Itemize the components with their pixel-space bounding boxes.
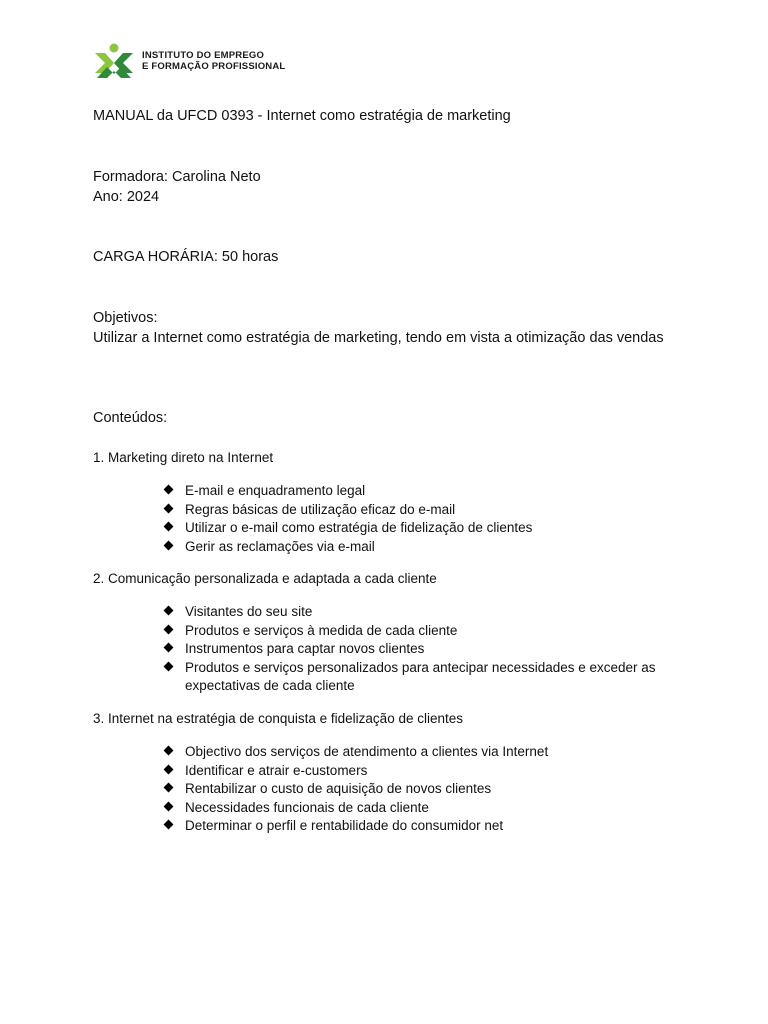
document-title: MANUAL da UFCD 0393 - Internet como estratégia de marketing: [93, 108, 511, 124]
ano: Ano: 2024: [93, 189, 160, 205]
formadora: Formadora: Carolina Neto: [93, 169, 261, 185]
diamond-bullet-icon: [164, 783, 174, 793]
list-item: Regras básicas de utilização eficaz do e-mail: [163, 501, 693, 520]
logo-text-line2: E FORMAÇÃO PROFISSIONAL: [142, 61, 286, 72]
list-item: Produtos e serviços personalizados para antecipar necessidades e exceder as expectativas de cada cliente: [163, 659, 693, 696]
iefp-logo-icon: [93, 43, 135, 79]
section-title: 1. Marketing direto na Internet: [93, 450, 274, 465]
carga-horaria: CARGA HORÁRIA: 50 horas: [93, 249, 279, 265]
diamond-bullet-icon: [164, 643, 174, 653]
diamond-bullet-icon: [164, 764, 174, 774]
logo-text-line1: INSTITUTO DO EMPREGO: [142, 50, 265, 61]
list-item: Visitantes do seu site: [163, 603, 693, 622]
diamond-bullet-icon: [164, 540, 174, 550]
list-item: Rentabilizar o custo de aquisição de novos clientes: [163, 780, 693, 799]
bullet-list: [163, 743, 693, 836]
objetivos-text: Utilizar a Internet como estratégia de marketing, tendo em vista a otimização das vendas: [93, 330, 664, 346]
list-item: Identificar e atrair e-customers: [163, 762, 693, 781]
conteudos-heading: Conteúdos:: [93, 410, 168, 426]
list-item: Instrumentos para captar novos clientes: [163, 640, 693, 659]
diamond-bullet-icon: [164, 624, 174, 634]
list-item: Determinar o perfil e rentabilidade do consumidor net: [163, 817, 693, 836]
section-title: 3. Internet na estratégia de conquista e fidelização de clientes: [93, 711, 463, 726]
logo-text: [142, 50, 285, 72]
section-title: 2. Comunicação personalizada e adaptada a cada cliente: [93, 571, 437, 586]
list-item: Gerir as reclamações via e-mail: [163, 538, 693, 557]
diamond-bullet-icon: [164, 661, 174, 671]
diamond-bullet-icon: [164, 485, 174, 495]
iefp-logo: [93, 43, 285, 79]
bullet-list: [163, 603, 693, 696]
list-item: Objectivo dos serviços de atendimento a clientes via Internet: [163, 743, 693, 762]
diamond-bullet-icon: [164, 606, 174, 616]
list-item: Utilizar o e-mail como estratégia de fidelização de clientes: [163, 519, 693, 538]
diamond-bullet-icon: [164, 820, 174, 830]
diamond-bullet-icon: [164, 746, 174, 756]
diamond-bullet-icon: [164, 801, 174, 811]
list-item: Necessidades funcionais de cada cliente: [163, 799, 693, 818]
list-item: E-mail e enquadramento legal: [163, 482, 693, 501]
diamond-bullet-icon: [164, 503, 174, 513]
bullet-list: [163, 482, 693, 556]
list-item: Produtos e serviços à medida de cada cliente: [163, 622, 693, 641]
diamond-bullet-icon: [164, 522, 174, 532]
objetivos-heading: Objetivos:: [93, 310, 158, 326]
